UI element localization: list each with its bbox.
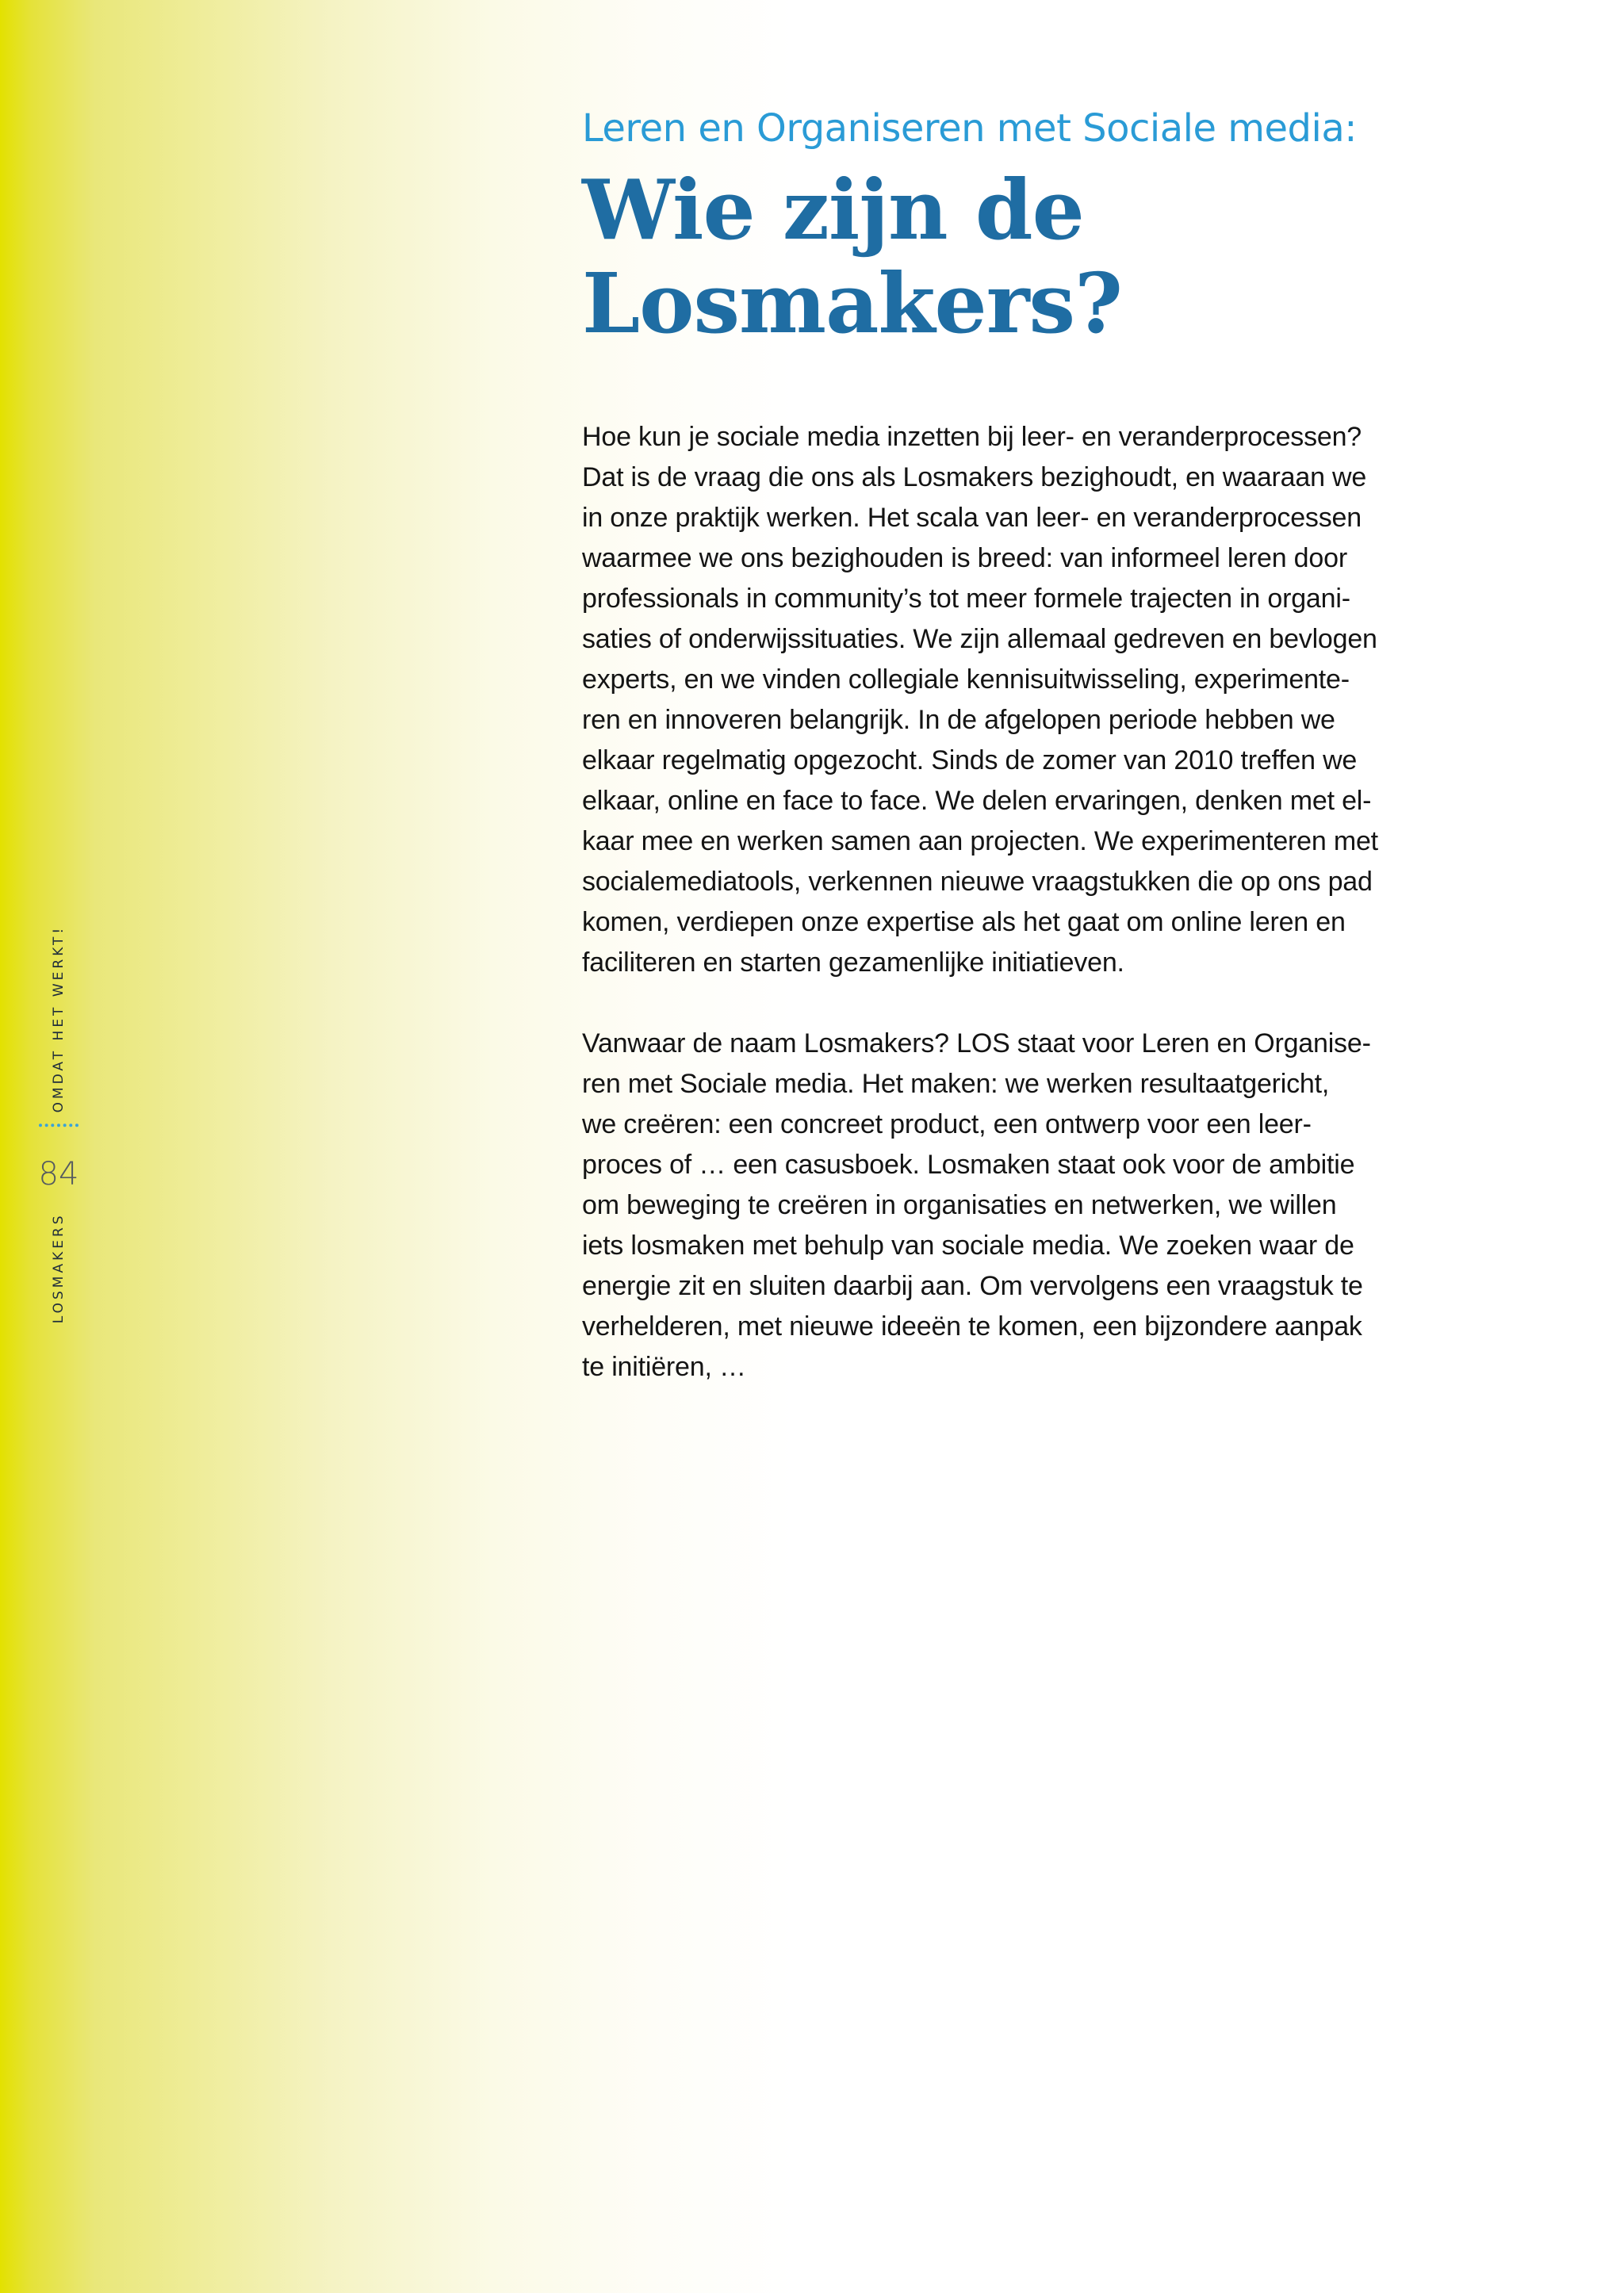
text-line: energie zit en sluiten daarbij aan. Om vervolgens een vraagstuk te [582,1271,1363,1301]
paragraph-name-origin [582,1024,1438,1388]
text-line: experts, en we vinden collegiale kennisuitwisseling, experimente- [582,664,1350,695]
paragraph-intro [582,417,1438,983]
text-line: proces of … een casusboek. Losmaken staat ook voor de ambitie [582,1150,1355,1180]
running-footer [39,925,79,1323]
title-line: Losmakers? [582,255,1122,352]
text-line: saties of onderwijssituaties. We zijn allemaal gedreven en bevlogen [582,624,1377,654]
book-subtitle-label: OMDAT HET WERKT! [51,924,67,1113]
text-line: Vanwaar de naam Losmakers? LOS staat voor Leren en Organise- [582,1028,1371,1058]
text-line: professionals in community’s tot meer formele trajecten in organi- [582,584,1350,614]
text-line: elkaar regelmatig opgezocht. Sinds de zomer van 2010 treffen we [582,745,1358,775]
text-line: we creëren: een concreet product, een ontwerp voor een leer- [582,1109,1312,1139]
page-number-block [40,1152,77,1196]
text-line: komen, verdiepen onze expertise als het gaat om online leren en [582,907,1346,937]
text-line: om beweging te creëren in organisaties en netwerken, we willen [582,1190,1337,1220]
page-number: 84 [38,1156,79,1193]
page-subtitle: Leren en Organiseren met Sociale media: [582,106,1357,151]
text-line: Hoe kun je sociale media inzetten bij leer- en veranderprocessen? [582,422,1362,452]
book-label: LOSMAKERS [51,1212,67,1324]
text-line: ren met Sociale media. Het maken: we werken resultaatgericht, [582,1069,1330,1099]
text-line: iets losmaken met behulp van sociale media. We zoeken waar de [582,1231,1354,1261]
text-line: waarmee we ons bezighouden is breed: van informeel leren door [582,543,1347,573]
dotted-divider [39,1124,79,1127]
text-line: Dat is de vraag die ons als Losmakers bezighoudt, en waaraan we [582,462,1367,492]
text-line: elkaar, online en face to face. We delen ervaringen, denken met el- [582,786,1372,816]
text-line: kaar mee en werken samen aan projecten. We experimenteren met [582,826,1378,856]
text-line: faciliteren en starten gezamenlijke initiatieven. [582,947,1124,978]
title-line: Wie zijn de [582,161,1084,258]
text-line: socialemediatools, verkennen nieuwe vraagstukken die op ons pad [582,867,1373,897]
page-title [582,163,1454,350]
text-line: in onze praktijk werken. Het scala van leer- en veranderprocessen [582,503,1362,533]
text-line: verhelderen, met nieuwe ideeën te komen, een bijzondere aanpak [582,1311,1362,1342]
text-line: te initiëren, … [582,1352,746,1382]
side-margin [0,0,103,2293]
text-line: ren en innoveren belangrijk. In de afgelopen periode hebben we [582,705,1335,735]
